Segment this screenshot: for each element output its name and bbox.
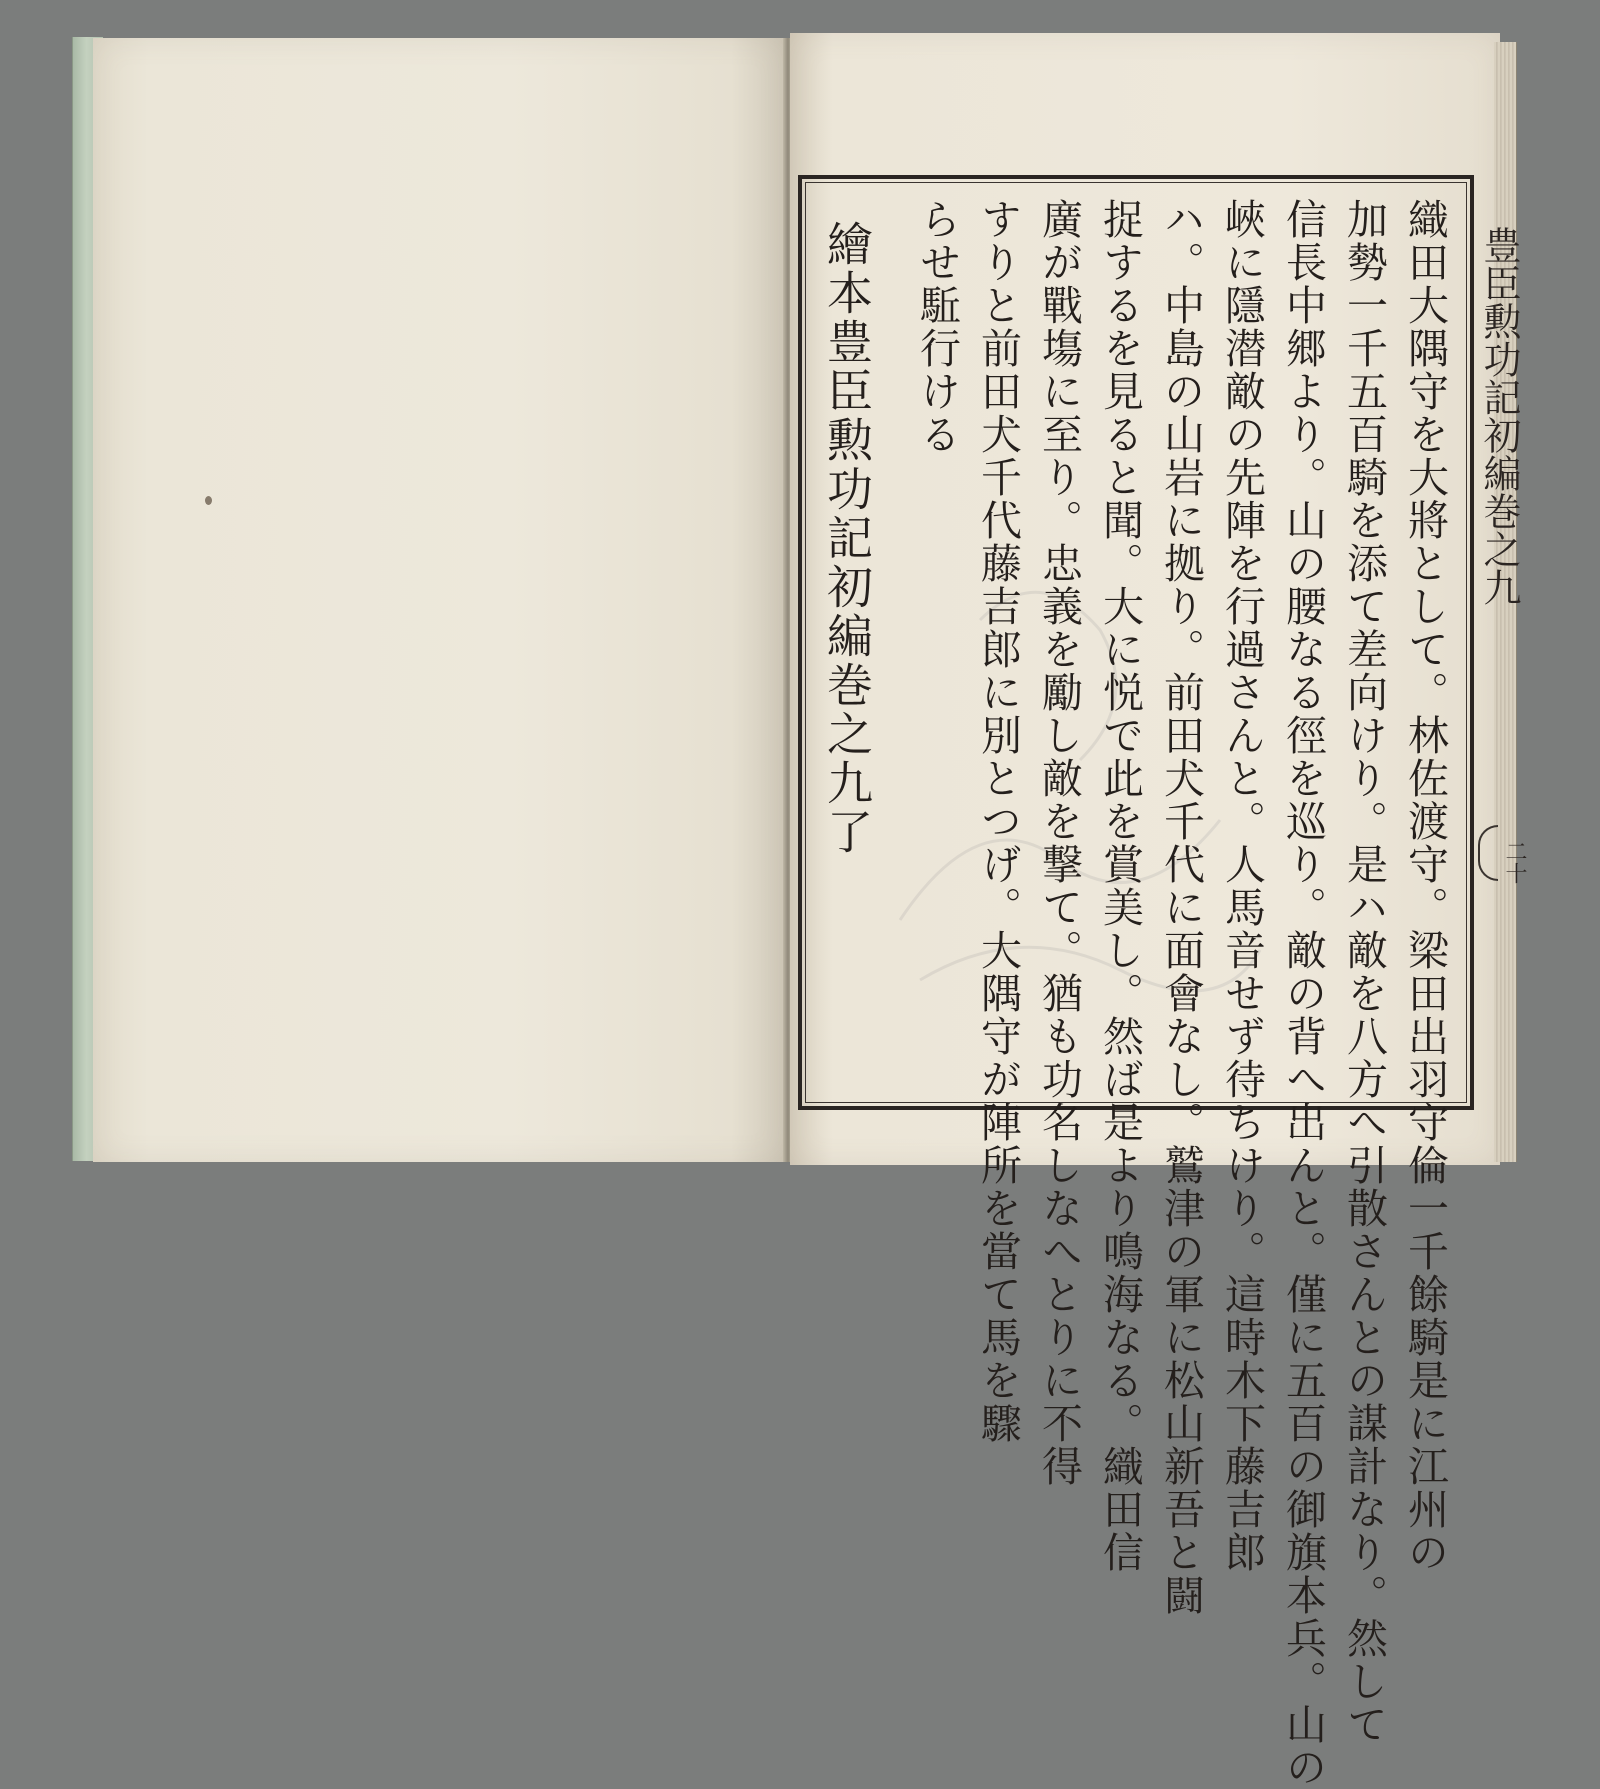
text-column-3: 信長中郷より。山の腰なる徑を巡り。敵の背へ出んと。僅に五百の御旗本兵。山の bbox=[1279, 198, 1327, 1789]
text-column-8: すりと前田犬千代藤吉郎に別とつげ。大隅守が陣所を當て馬を驟 bbox=[974, 198, 1022, 1445]
blank-left-page bbox=[93, 38, 787, 1162]
text-column-6: 捉するを見ると聞。大に悦で此を賞美し。然ば是より鳴海なる。織田信 bbox=[1096, 198, 1144, 1574]
folio-mark bbox=[1478, 825, 1498, 881]
text-column-1: 織田大隅守を大將として。林佐渡守。梁田出羽守倫一千餘騎是に江州の bbox=[1401, 198, 1449, 1574]
margin-running-title: 豊臣勲功記初編巻之九 bbox=[1477, 226, 1521, 606]
text-column-4: 峽に隱潜敵の先陣を行過さんと。人馬音せず待ちけり。這時木下藤吉郎 bbox=[1218, 198, 1266, 1574]
text-column-5: ハ。中島の山岩に拠り。前田犬千代に面會なし。鷲津の軍に松山新吾と闘 bbox=[1157, 198, 1205, 1617]
folio-number: 二十 bbox=[1502, 840, 1527, 884]
closing-volume-title: 繪本豊臣勲功記初編巻之九了 bbox=[820, 220, 874, 857]
paper-stain bbox=[205, 496, 212, 505]
text-column-9: らせ駈行ける bbox=[913, 198, 961, 456]
text-column-2: 加勢一千五百騎を添て差向けり。是ハ敵を八方へ引散さんとの謀計なり。然して bbox=[1340, 198, 1388, 1746]
text-column-7: 廣が戰塲に至り。忠義を勵し敵を撃て。猶も功名しなへとりに不得 bbox=[1035, 198, 1083, 1488]
